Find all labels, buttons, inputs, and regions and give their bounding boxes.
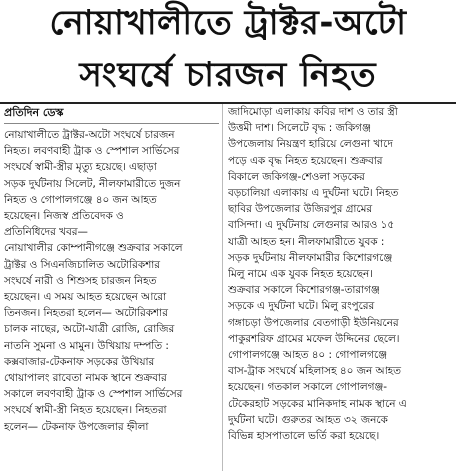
article-text-line: থোয়াপালং রাবেতা নামক স্থানে শুক্রবার <box>4 372 167 385</box>
article-text-line: কক্সবাজার-টেকনাফ সড়কের উখিয়ার <box>4 355 155 368</box>
article-text-line: নোয়াখালীতে ট্রাক্টর-অটো সংঘর্ষে চারজন <box>4 129 175 141</box>
article-text-line: উপজেলায় নিয়ন্ত্রণ হারিয়ে লেগুনা খাদে <box>228 138 393 151</box>
article-text-line: হয়েছেন। গতকাল সকালে গোপালগঞ্জ- <box>228 381 388 394</box>
article-text-line: তিনজন। নিহতরা হলেন— অটোরিকশার <box>4 307 168 320</box>
article-column-left <box>4 104 219 471</box>
headline-line-1: নোয়াখালীতে ট্রাক্টর-অটো <box>49 3 407 43</box>
article-text-line: বড়চালিয়া এলাকায় এ দুর্ঘটনা ঘটে। নিহত <box>228 187 399 200</box>
article-text-line: নাতনি সুমনা ও মামুন। উখিয়ায় দম্পতি : <box>4 339 169 352</box>
article-text-line: সংঘর্ষে স্বামী-স্ত্রী নিহত হয়েছেন। নিহতরা <box>4 404 167 417</box>
byline-divider <box>4 123 219 124</box>
article-text-line: বিভিন্ন হাসপাতালে ভর্তি করা হয়েছে। <box>228 430 380 443</box>
article-text-line: নোয়াখালীর কোম্পানীগঞ্জে শুক্রবার সকালে <box>4 242 183 255</box>
article-text-line: সংঘর্ষে নারী ও শিশুসহ চারজন নিহত <box>4 274 157 287</box>
article-text-line: জাদিমোড়া এলাকায় কবির দাশ ও তার স্ত্রী <box>228 106 398 118</box>
article-text-line: চালক নাছের, অটো-যাত্রী রোজি, রোজির <box>4 323 175 336</box>
article-text-line: সকালে লবণবাহী ট্রাক ও স্পেশাল সার্ভিসের <box>4 388 183 401</box>
column-divider <box>222 104 223 471</box>
article-text-line: সড়কে এ দুর্ঘটনা ঘটে। মিলু রংপুরের <box>228 300 375 313</box>
article-text-line: হয়েছেন। নিজস্ব প্রতিবেদক ও <box>4 210 124 223</box>
article-text-line: নিহত। লবণবাহী ট্রাক ও স্পেশাল সার্ভিসের <box>4 145 180 158</box>
article-text-line: ছাবির উপজেলার উজিরপুর গ্রামের <box>228 203 373 216</box>
article-text-line: টেকেরহাট সড়কের মানিকদাহ নামক স্থানে এ <box>228 397 407 410</box>
article-text-line: ট্রাক্টর ও সিএনজিচালিত অটোরিকশার <box>4 258 160 271</box>
article-text-line: হলেন— টেকনাফ উপজেলার হ্নীলা <box>4 420 149 433</box>
article-text-line: নিহত ও গোপালগঞ্জে ৪০ জন আহত <box>4 193 157 206</box>
article-text-line: পড়ে এক বৃদ্ধ নিহত হয়েছেন। শুক্রবার <box>228 154 383 167</box>
left-column-body <box>4 127 219 435</box>
article-text-line: গঙ্গাচড়া উপজেলার বেতগাড়ী ইউনিয়নের <box>228 316 399 329</box>
headline-line-2: সংঘর্ষে চারজন নিহত <box>79 55 377 95</box>
article-column-right <box>228 104 452 471</box>
article-text-line: পাকুরশরিফ গ্রামের মফেল উদ্দিনের ছেলে। <box>228 332 400 345</box>
article-text-line: বাস-ট্রাক সংঘর্ষে মহিলাসহ ৪০ জন আহত <box>228 365 401 378</box>
article-text-line: উত্তমী দাশ। সিলেটে বৃদ্ধ : জকিগঞ্জ <box>228 122 371 135</box>
article-text-line: বাসিন্দা। এ দুর্ঘটনায় লেগুনার আরও ১৫ <box>228 219 395 232</box>
article-text-line: বিকালে জকিগঞ্জ-শেওলা সড়কের <box>228 170 365 183</box>
article-text-line: গোপালগঞ্জে আহত ৪০ : গোপালগঞ্জে <box>228 349 388 362</box>
article-text-line: সংঘর্ষে স্বামী-স্ত্রীর মৃত্যু হয়েছে। এছাড়া <box>4 161 157 174</box>
article-text-line: যাত্রী আহত হন। নীলফামারীতে যুবক : <box>228 235 385 248</box>
article-text-line: সড়ক দুর্ঘটনায় সিলেট, নীলফামারীতে দুজন <box>4 177 181 190</box>
article-text-line: মিলু নামে এক যুবক নিহত হয়েছেন। <box>228 268 373 281</box>
article-text-line: প্রতিনিধিদের খবর— <box>4 226 88 239</box>
article-text-line: শুক্রবার সকালে কিশোরগঞ্জ-তারাগঞ্জ <box>228 284 380 297</box>
article-text-line: হয়েছেন। এ সময় আহত হয়েছেন আরো <box>4 291 167 304</box>
article-text-line: দুর্ঘটনা ঘটে। গুরুতর আহত ৩২ জনকে <box>228 413 388 426</box>
byline: প্রতিদিন ডেস্ক <box>4 106 64 119</box>
article-text-line: সড়ক দুর্ঘটনায় নীলফামারীর কিশোরগঞ্জে <box>228 251 393 264</box>
right-column-body <box>228 104 452 444</box>
